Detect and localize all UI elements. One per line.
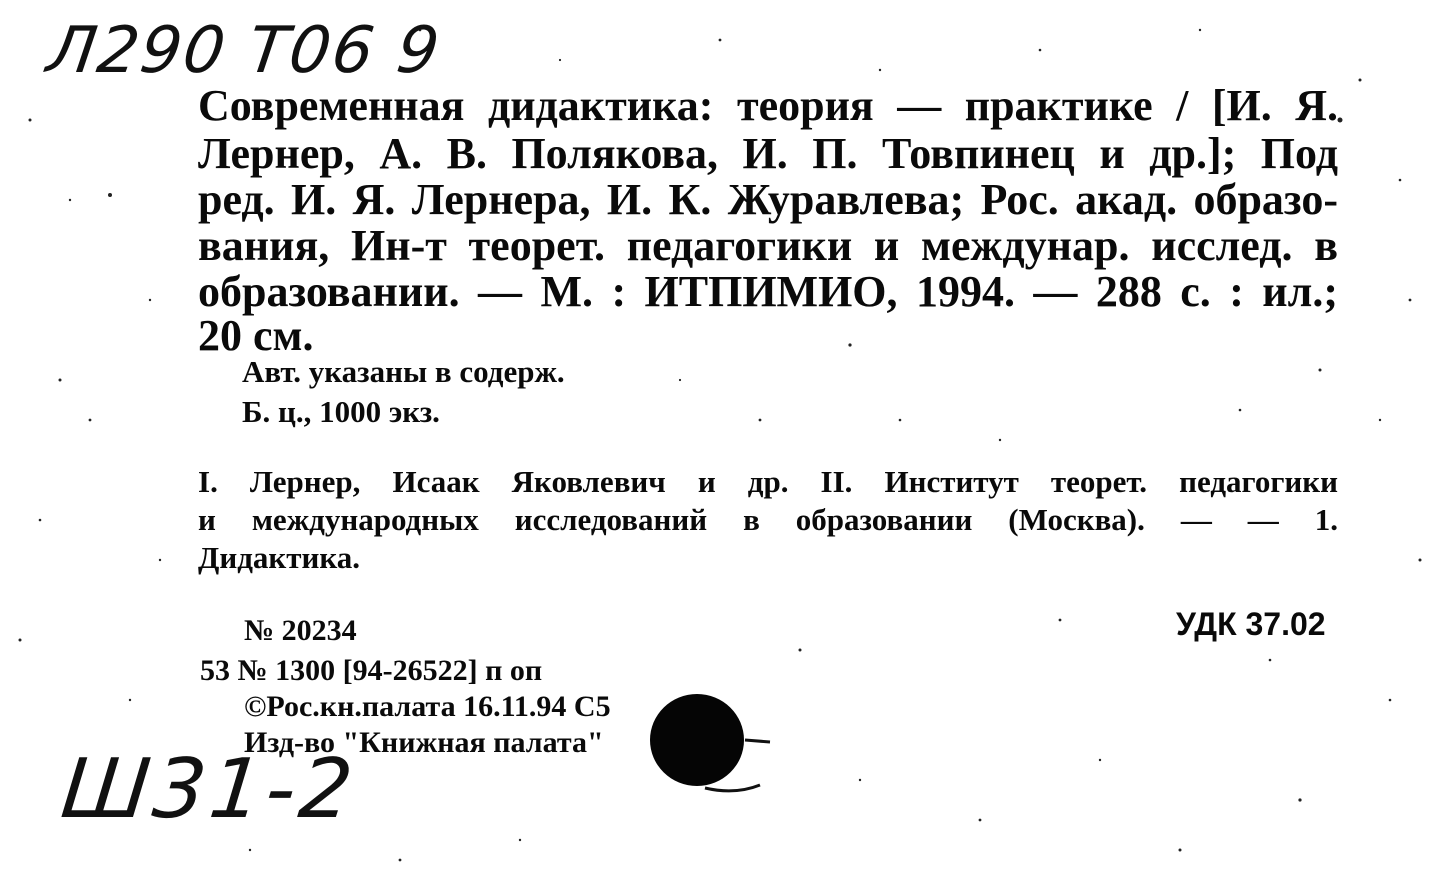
call-number: Л290 Т06 9 — [42, 14, 446, 88]
note-line: Б. ц., 1000 экз. — [242, 394, 440, 429]
note-line: Авт. указаны в содерж. — [242, 354, 565, 389]
imprint-line: ©Рос.кн.палата 16.11.94 С5 — [244, 690, 611, 723]
tracing-line: I. Лернер, Исаак Яковлевич и др. II. Институт теорет. педагогики — [198, 464, 1338, 499]
description-line: вания, Ин-т теорет. педагогики и междунар. исслед. в — [198, 221, 1338, 270]
shelf-mark: Ш31-2 — [57, 742, 361, 837]
imprint-line: Изд-во "Книжная палата" — [244, 726, 604, 759]
imprint-line: 53 № 1300 [94-26522] п оп — [200, 654, 543, 687]
description-line: Современная дидактика: теория — практике / [И. Я. — [198, 81, 1338, 130]
description-line: ред. И. Я. Лернера, И. К. Журавлева; Рос. акад. образо- — [198, 175, 1338, 224]
record-number: № 20234 — [244, 614, 357, 647]
description-line: образовании. — М. : ИТПИМИО, 1994. — 288 с. : ил.; — [198, 267, 1338, 316]
ink-blot — [650, 694, 744, 786]
udc-code: УДК 37.02 — [1176, 606, 1326, 642]
tracing-line: Дидактика. — [198, 540, 360, 575]
description-line: Лернер, А. В. Полякова, И. П. Товпинец и др.]; Под — [198, 129, 1338, 178]
tracing-line: и международных исследований в образовании (Москва). — — 1. — [198, 502, 1338, 537]
description-line: 20 см. — [198, 311, 314, 360]
